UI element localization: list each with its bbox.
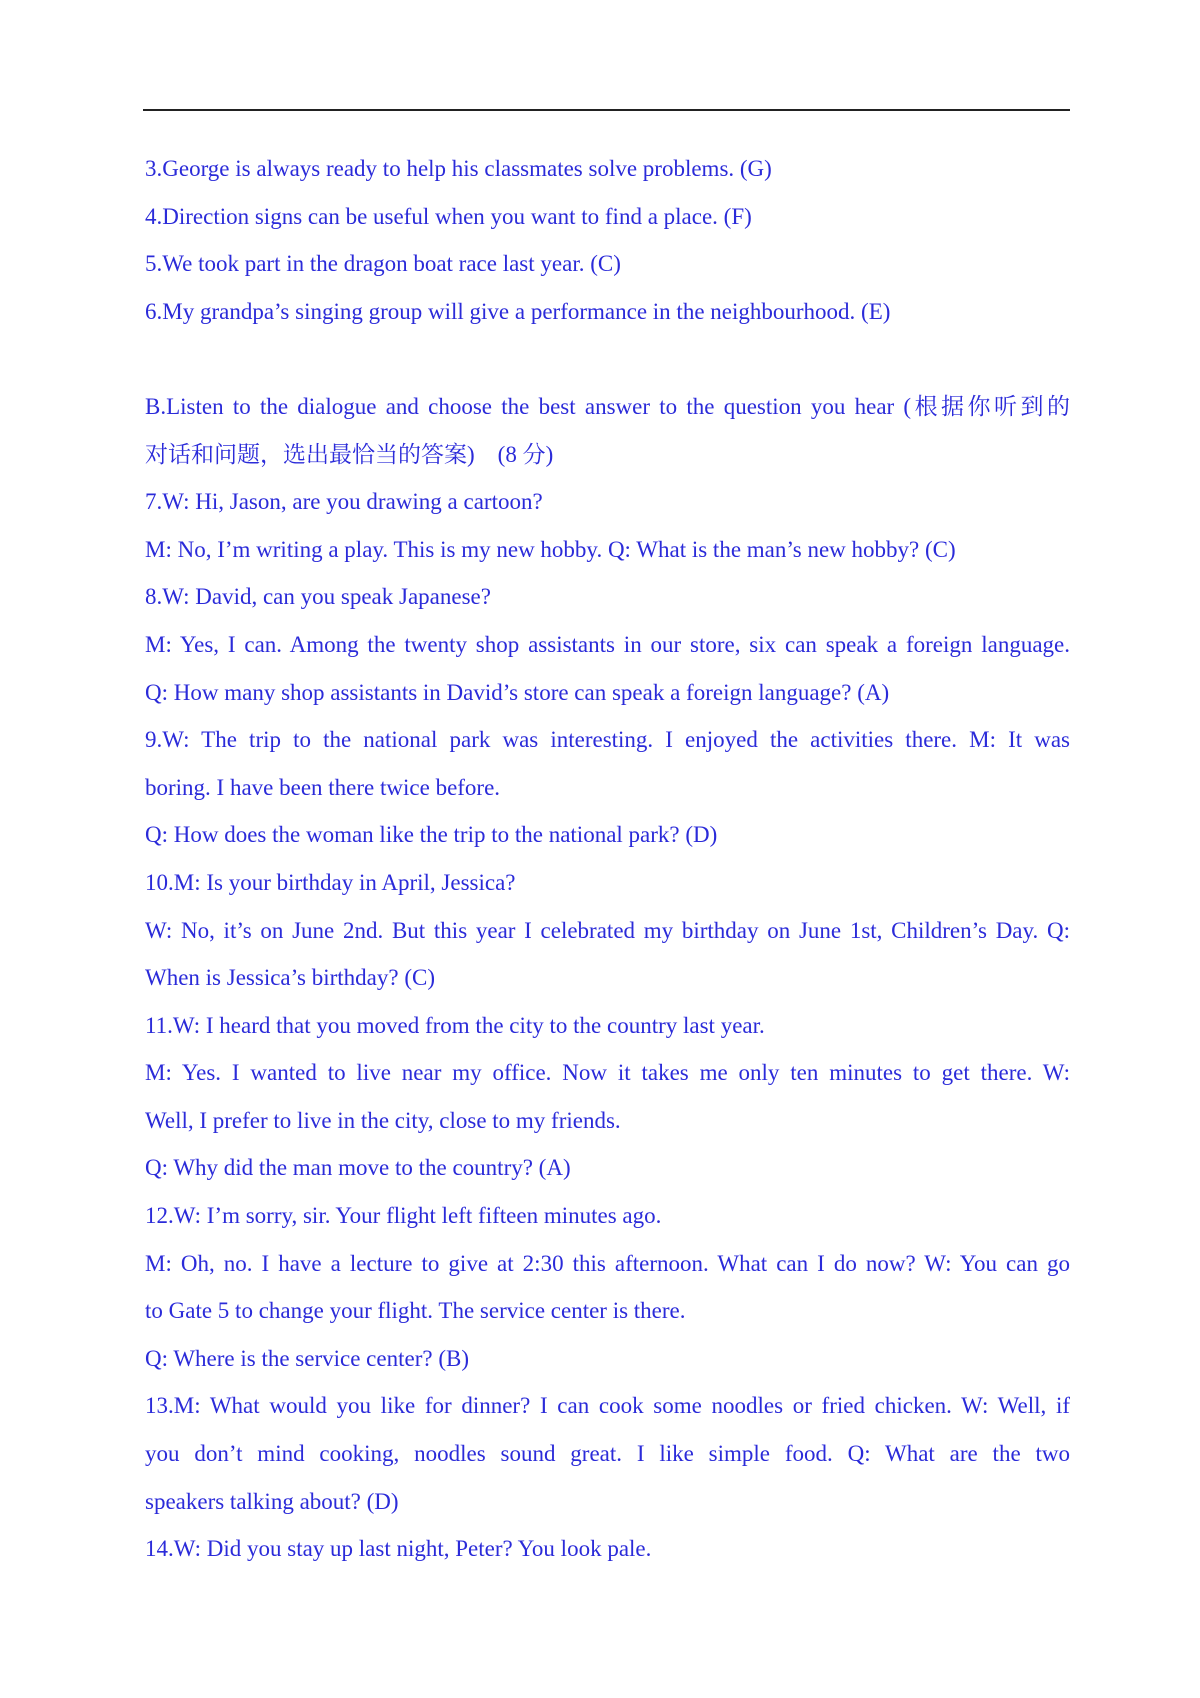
dialogue-line: 7.W: Hi, Jason, are you drawing a cartoon? [145, 489, 543, 515]
dialogue-line: W: No, it’s on June 2nd. But this year I celebrated my birthday on June 1st, Children’s Day. Q: [145, 917, 1070, 943]
dialogue-line: you don’t mind cooking, noodles sound great. I like simple food. Q: What are the two [145, 1441, 1070, 1467]
answer-key-content [145, 145, 1070, 1573]
dialogue-line: 13.M: What would you like for dinner? I can cook some noodles or fried chicken. W: Well, if [145, 1393, 1070, 1419]
dialogue-line: Q: How does the woman like the trip to the national park? (D) [145, 822, 718, 848]
dialogue-line: 14.W: Did you stay up last night, Peter? You look pale. [145, 1536, 652, 1562]
part-a-item: 5.We took part in the dragon boat race last year. (C) [145, 251, 621, 277]
dialogue-line: boring. I have been there twice before. [145, 774, 501, 800]
dialogue-line: M: No, I’m writing a play. This is my new hobby. Q: What is the man’s new hobby? (C) [145, 536, 956, 562]
part-a-item: 3.George is always ready to help his classmates solve problems. (G) [145, 156, 772, 181]
dialogue-line: 12.W: I’m sorry, sir. Your flight left fifteen minutes ago. [145, 1203, 662, 1229]
dialogue-line: M: Yes, I can. Among the twenty shop assistants in our store, six can speak a foreign language. [145, 631, 1070, 657]
part-b-instruction-cont: 对话和问题，选出最恰当的答案) (8 分) [145, 441, 554, 467]
dialogue-line: to Gate 5 to change your flight. The service center is there. [145, 1298, 686, 1324]
section-gap [145, 335, 1070, 383]
part-a-item: 4.Direction signs can be useful when you want to find a place. (F) [145, 203, 752, 229]
part-b-instruction: B.Listen to the dialogue and choose the best answer to the question you hear (根据你听到的 [145, 393, 1070, 419]
dialogue-line: 9.W: The trip to the national park was interesting. I enjoyed the activities there. M: It was [145, 727, 1070, 753]
dialogue-line: 11.W: I heard that you moved from the city to the country last year. [145, 1012, 765, 1038]
dialogue-line: When is Jessica’s birthday? (C) [145, 965, 435, 991]
dialogue-line: speakers talking about? (D) [145, 1488, 399, 1514]
dialogue-line: 8.W: David, can you speak Japanese? [145, 584, 491, 610]
dialogue-line: Q: Where is the service center? (B) [145, 1345, 469, 1371]
dialogue-line: M: Yes. I wanted to live near my office. Now it takes me only ten minutes to get there. W: [145, 1060, 1070, 1086]
dialogue-line: Q: How many shop assistants in David’s store can speak a foreign language? (A) [145, 679, 890, 705]
part-a-item: 6.My grandpa’s singing group will give a performance in the neighbourhood. (E) [145, 298, 891, 324]
dialogue-line: Well, I prefer to live in the city, close to my friends. [145, 1107, 621, 1133]
header-rule [143, 109, 1070, 111]
dialogue-line: M: Oh, no. I have a lecture to give at 2:30 this afternoon. What can I do now? W: You can go [145, 1250, 1070, 1276]
dialogue-line: Q: Why did the man move to the country? (A) [145, 1155, 571, 1181]
dialogue-line: 10.M: Is your birthday in April, Jessica? [145, 869, 516, 895]
